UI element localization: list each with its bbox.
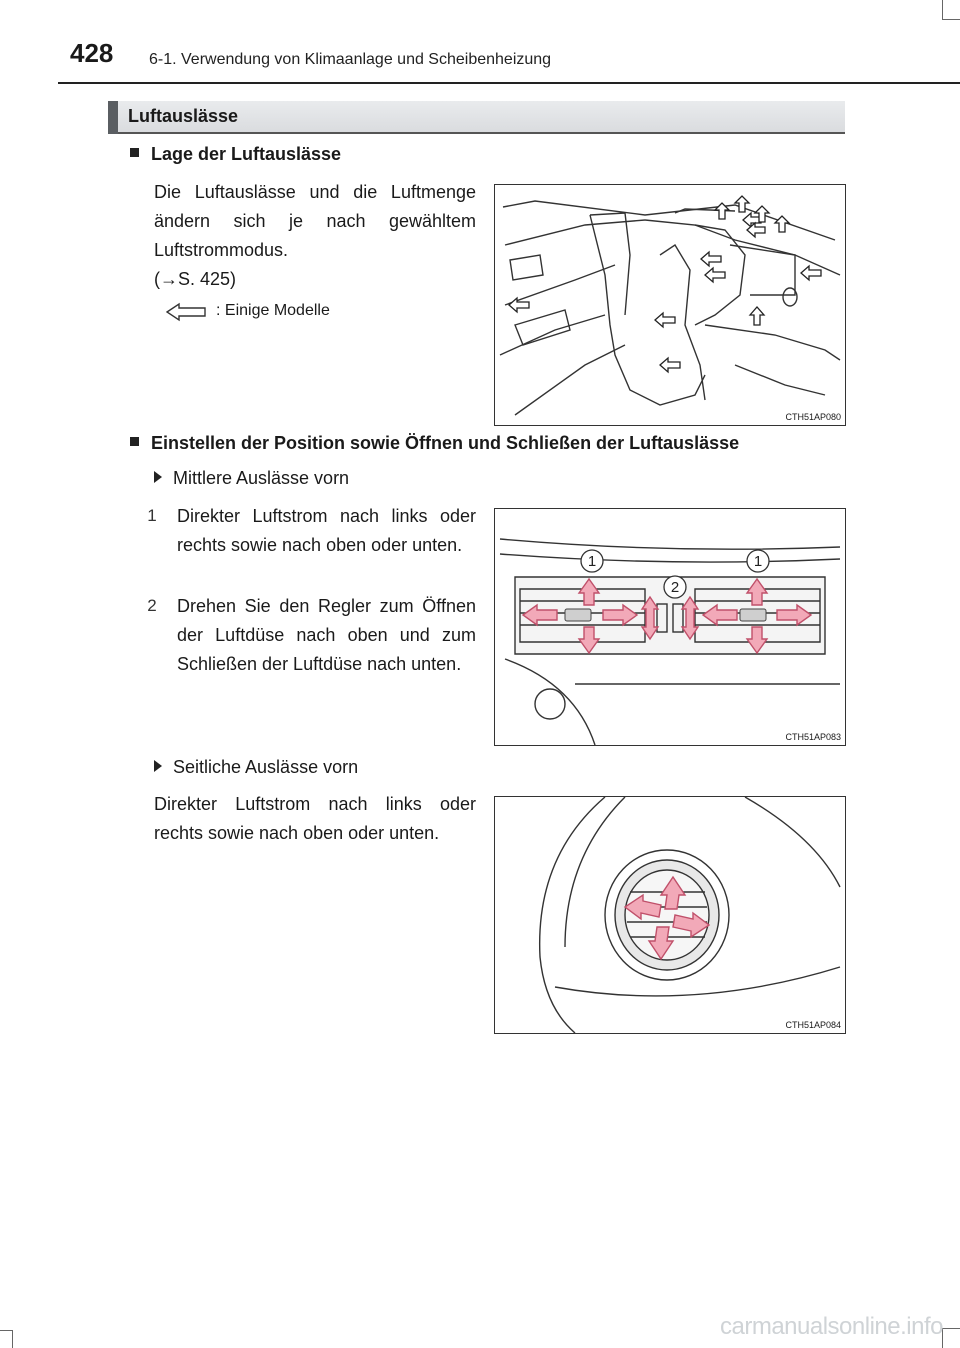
front-center-label bbox=[154, 468, 349, 489]
page-number: 428 bbox=[70, 38, 114, 68]
subhead-location-text: Lage der Luftauslässe bbox=[151, 144, 342, 164]
legend-text: : Einige Modelle bbox=[216, 302, 330, 319]
crop-mark bbox=[12, 1330, 13, 1348]
figure-code: CTH51AP080 bbox=[785, 412, 841, 422]
front-side-paragraph: Direkter Luftstrom nach links oder rechts sowie nach oben oder unten. bbox=[154, 794, 476, 843]
item-text: Direkter Luftstrom nach links oder rechts sowie nach oben oder unten. bbox=[177, 506, 476, 555]
callout-number: 1 bbox=[587, 553, 597, 570]
callout-number: 2 bbox=[670, 579, 680, 596]
subhead-location bbox=[130, 144, 341, 165]
location-reference: (→S. 425) bbox=[154, 269, 237, 289]
side-vent-illustration bbox=[495, 797, 845, 1033]
interior-illustration bbox=[495, 185, 845, 425]
chapter-title: 6-1. Verwendung von Klimaanlage und Scheibenheizung bbox=[149, 51, 552, 68]
front-center-label-text: Mittlere Auslässe vorn bbox=[173, 468, 350, 488]
triangle-bullet-icon bbox=[154, 471, 162, 483]
subhead-adjust-text: Einstellen der Position sowie Öffnen und Schließen der Luftauslässe bbox=[151, 433, 740, 453]
header-rule bbox=[58, 82, 960, 84]
crop-mark bbox=[0, 1330, 13, 1331]
square-bullet-icon bbox=[130, 148, 139, 157]
figure-code: CTH51AP084 bbox=[785, 1020, 841, 1030]
triangle-bullet-icon bbox=[154, 760, 162, 772]
figure-interior bbox=[494, 184, 846, 426]
section-title: Luftauslässe bbox=[128, 106, 239, 126]
crop-mark bbox=[942, 19, 960, 20]
front-side-label-text: Seitliche Auslässe vorn bbox=[173, 757, 359, 777]
section-bar bbox=[108, 101, 845, 134]
square-bullet-icon bbox=[130, 437, 139, 446]
section-accent bbox=[108, 101, 118, 134]
crop-mark bbox=[942, 0, 943, 20]
item-number: 1 bbox=[147, 506, 157, 525]
figure-side-vent bbox=[494, 796, 846, 1034]
item-number: 2 bbox=[147, 596, 157, 615]
front-side-label bbox=[154, 757, 358, 778]
location-paragraph: Die Luftauslässe und die Luftmenge ändern sich je nach gewähltem Luftstrommodus. bbox=[154, 182, 476, 260]
item-text: Drehen Sie den Regler zum Öffnen der Luftdüse nach oben und zum Schließen der Luftdüse nach unten. bbox=[177, 596, 476, 674]
figure-center-vents bbox=[494, 508, 846, 746]
subhead-adjust bbox=[130, 433, 739, 454]
watermark: carmanualsonline.info bbox=[720, 1313, 943, 1340]
legend-arrow-icon bbox=[166, 302, 206, 322]
callout-number: 1 bbox=[753, 553, 763, 570]
figure-code: CTH51AP083 bbox=[785, 732, 841, 742]
crop-mark bbox=[942, 1328, 960, 1329]
center-vents-illustration bbox=[495, 509, 845, 745]
